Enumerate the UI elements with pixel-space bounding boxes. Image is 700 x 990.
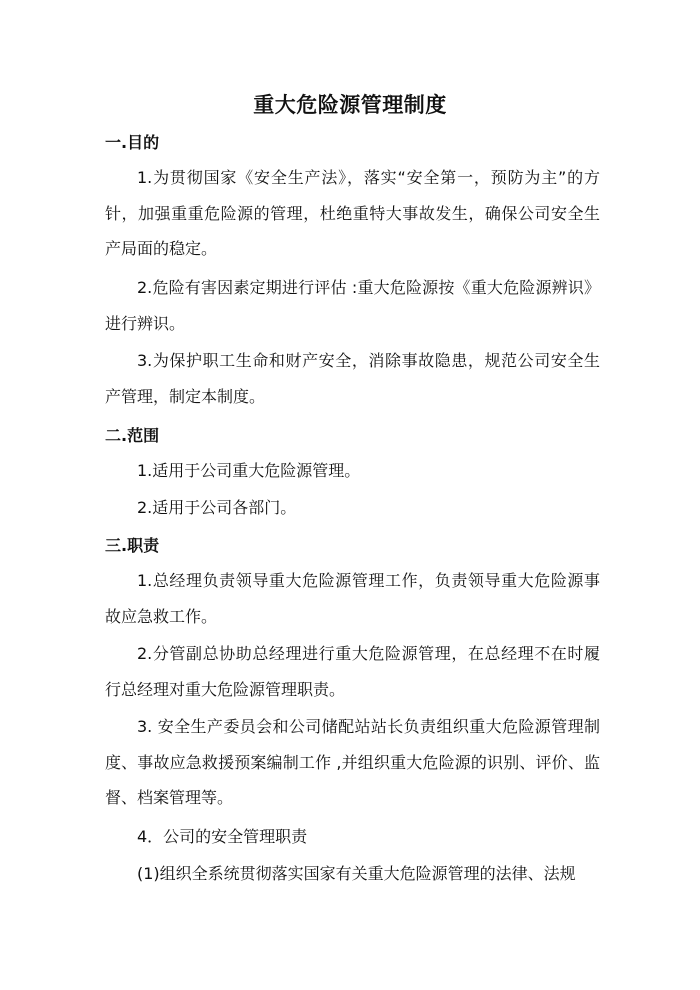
page-title: 重大危险源管理制度 bbox=[253, 93, 447, 117]
section-heading-scope: 二.范围 bbox=[105, 426, 160, 445]
paragraph: 3. 安全生产委员会和公司储配站站长负责组织重大危险源管理制度、事故应急救援预案编制工作 ,并组织重大危险源的识别、评价、监督、档案管理等。 bbox=[105, 717, 600, 807]
paragraph: (1)组织全系统贯彻落实国家有关重大危险源管理的法律、法规 bbox=[137, 864, 576, 883]
paragraph: 2.适用于公司各部门。 bbox=[137, 498, 297, 517]
paragraph: 4．公司的安全管理职责 bbox=[137, 827, 308, 846]
section-heading-responsibilities: 三.职责 bbox=[105, 536, 160, 555]
paragraph: 1.适用于公司重大危险源管理。 bbox=[137, 461, 361, 480]
paragraph: 1.为贯彻国家《安全生产法》，落实“安全第一，预防为主”的方针，加强重重危险源的管理，杜绝重特大事故发生，确保公司安全生产局面的稳定。 bbox=[105, 168, 600, 258]
paragraph: 3.为保护职工生命和财产安全，消除事故隐患，规范公司安全生产管理，制定本制度。 bbox=[105, 351, 600, 406]
section-heading-purpose: 一.目的 bbox=[105, 133, 160, 152]
paragraph: 1.总经理负责领导重大危险源管理工作，负责领导重大危险源事故应急救工作。 bbox=[105, 571, 600, 626]
paragraph: 2.分管副总协助总经理进行重大危险源管理，在总经理不在时履行总经理对重大危险源管理职责。 bbox=[105, 644, 600, 699]
paragraph: 2.危险有害因素定期进行评估 :重大危险源按《重大危险源辨识》进行辨识。 bbox=[105, 278, 600, 333]
